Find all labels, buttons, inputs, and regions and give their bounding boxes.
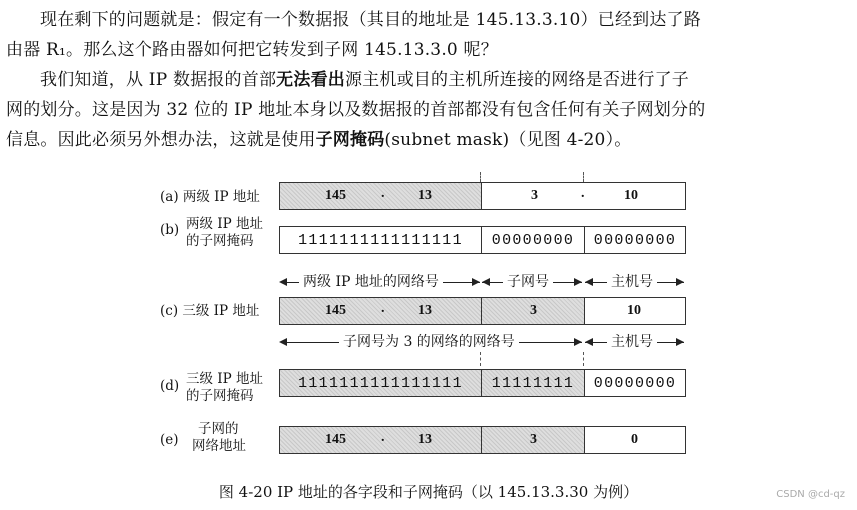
arrow-right-icon — [676, 338, 684, 346]
row-b-label — [160, 216, 263, 249]
row-e-network-address-bar — [279, 426, 686, 454]
dot-separator: . — [381, 301, 385, 316]
dot-separator: . — [381, 430, 385, 445]
arrow-left-icon — [482, 278, 490, 286]
field-arrows-top — [279, 273, 686, 291]
arrow-left-icon — [585, 278, 593, 286]
paragraph-2-text: (subnet mask)（见图 4-20）。 — [384, 130, 632, 150]
row-c-address-bar — [279, 297, 686, 325]
figure-caption: 图 4-20 IP 地址的各字段和子网掩码（以 145.13.3.30 为例） — [218, 483, 639, 501]
octet-4: 10 — [624, 188, 638, 203]
network-field — [280, 298, 481, 324]
host-field — [481, 183, 685, 209]
arrow-right-icon — [574, 278, 582, 286]
paragraph-1-line-1: 现在剩下的问题就是：假定有一个数据报（其目的地址是 145.13.3.10）已经到达了路 — [40, 10, 701, 30]
octet-2: 13 — [418, 188, 432, 203]
paragraph-2-text: 源主机或目的主机所连接的网络是否进行了子 — [344, 70, 689, 90]
arrow-left-icon — [279, 338, 287, 346]
field-arrows-bottom — [279, 333, 686, 351]
arrow-right-icon — [574, 338, 582, 346]
subnet-field — [481, 427, 584, 453]
octet-3: 3 — [531, 188, 538, 203]
octet-4: 0 — [631, 432, 638, 447]
row-d-label-line-1: 三级 IP 地址 — [186, 371, 263, 387]
guide-tick — [480, 352, 481, 366]
octet-2: 13 — [418, 303, 432, 318]
mask-network-bits: 1111111111111111 — [280, 370, 481, 396]
row-b-label-line-1: 两级 IP 地址 — [186, 216, 263, 232]
emphasis-text: 无法看出 — [276, 70, 345, 90]
mask-host-bits-2: 00000000 — [584, 227, 685, 253]
mask-network-bits: 1111111111111111 — [280, 227, 481, 253]
guide-tick — [480, 172, 481, 182]
host-field — [584, 298, 685, 324]
row-a-address-bar — [279, 182, 686, 210]
octet-2: 13 — [418, 432, 432, 447]
octet-3: 3 — [530, 303, 537, 318]
paragraph-2-line-2: 网的划分。这是因为 32 位的 IP 地址本身以及数据报的首部都没有包含任何有关子网划分的 — [6, 100, 706, 120]
row-b-tag: (b) — [160, 222, 180, 238]
row-b-label-line-2: 的子网掩码 — [186, 233, 254, 249]
host-number-label: 主机号 — [607, 333, 657, 351]
octet-1: 145 — [325, 303, 346, 318]
guide-tick — [583, 352, 584, 366]
host-field — [584, 427, 685, 453]
emphasis-text: 子网掩码 — [315, 130, 385, 150]
row-d-tag: (d) — [160, 378, 180, 394]
subnet-field — [481, 298, 584, 324]
arrow-right-icon — [472, 278, 480, 286]
mask-subnet-bits: 11111111 — [481, 370, 584, 396]
arrow-right-icon — [676, 278, 684, 286]
octet-4: 10 — [627, 303, 641, 318]
row-d-label-line-2: 的子网掩码 — [186, 388, 254, 404]
paragraph-2-line-1 — [40, 65, 689, 95]
row-d-label — [160, 371, 263, 404]
paragraph-2-text: 我们知道，从 IP 数据报的首部 — [40, 70, 277, 90]
network-field — [280, 183, 481, 209]
paragraph-2-text: 信息。因此必须另外想办法，这就是使用 — [6, 130, 316, 150]
paragraph-2-line-3 — [6, 125, 631, 155]
mask-host-bits: 00000000 — [584, 370, 685, 396]
row-e-label — [160, 421, 246, 454]
dot-separator: . — [581, 186, 585, 201]
octet-3: 3 — [530, 432, 537, 447]
paragraph-1-line-2: 由器 R₁。那么这个路由器如何把它转发到子网 145.13.3.0 呢？ — [6, 40, 498, 60]
dot-separator: . — [381, 186, 385, 201]
watermark: CSDN @cd-qz — [776, 489, 845, 500]
subnet-number-label: 子网号 — [503, 273, 553, 291]
row-b-mask-bar — [279, 226, 686, 254]
row-e-tag: (e) — [160, 432, 179, 448]
mask-host-bits-1: 00000000 — [481, 227, 584, 253]
arrow-left-icon — [585, 338, 593, 346]
row-e-label-line-2: 网络地址 — [192, 438, 246, 454]
arrow-left-icon — [279, 278, 287, 286]
subnet-network-number-label: 子网号为 3 的网络的网络号 — [339, 333, 519, 351]
row-c-label: (c) 三级 IP 地址 — [160, 303, 260, 319]
network-field — [280, 427, 481, 453]
row-e-label-line-1: 子网的 — [198, 421, 239, 437]
octet-1: 145 — [325, 188, 346, 203]
octet-1: 145 — [325, 432, 346, 447]
host-number-label: 主机号 — [607, 273, 657, 291]
row-a-label: (a) 两级 IP 地址 — [160, 189, 260, 205]
network-number-label: 两级 IP 地址的网络号 — [299, 273, 443, 291]
guide-tick — [583, 172, 584, 182]
row-d-mask-bar — [279, 369, 686, 397]
